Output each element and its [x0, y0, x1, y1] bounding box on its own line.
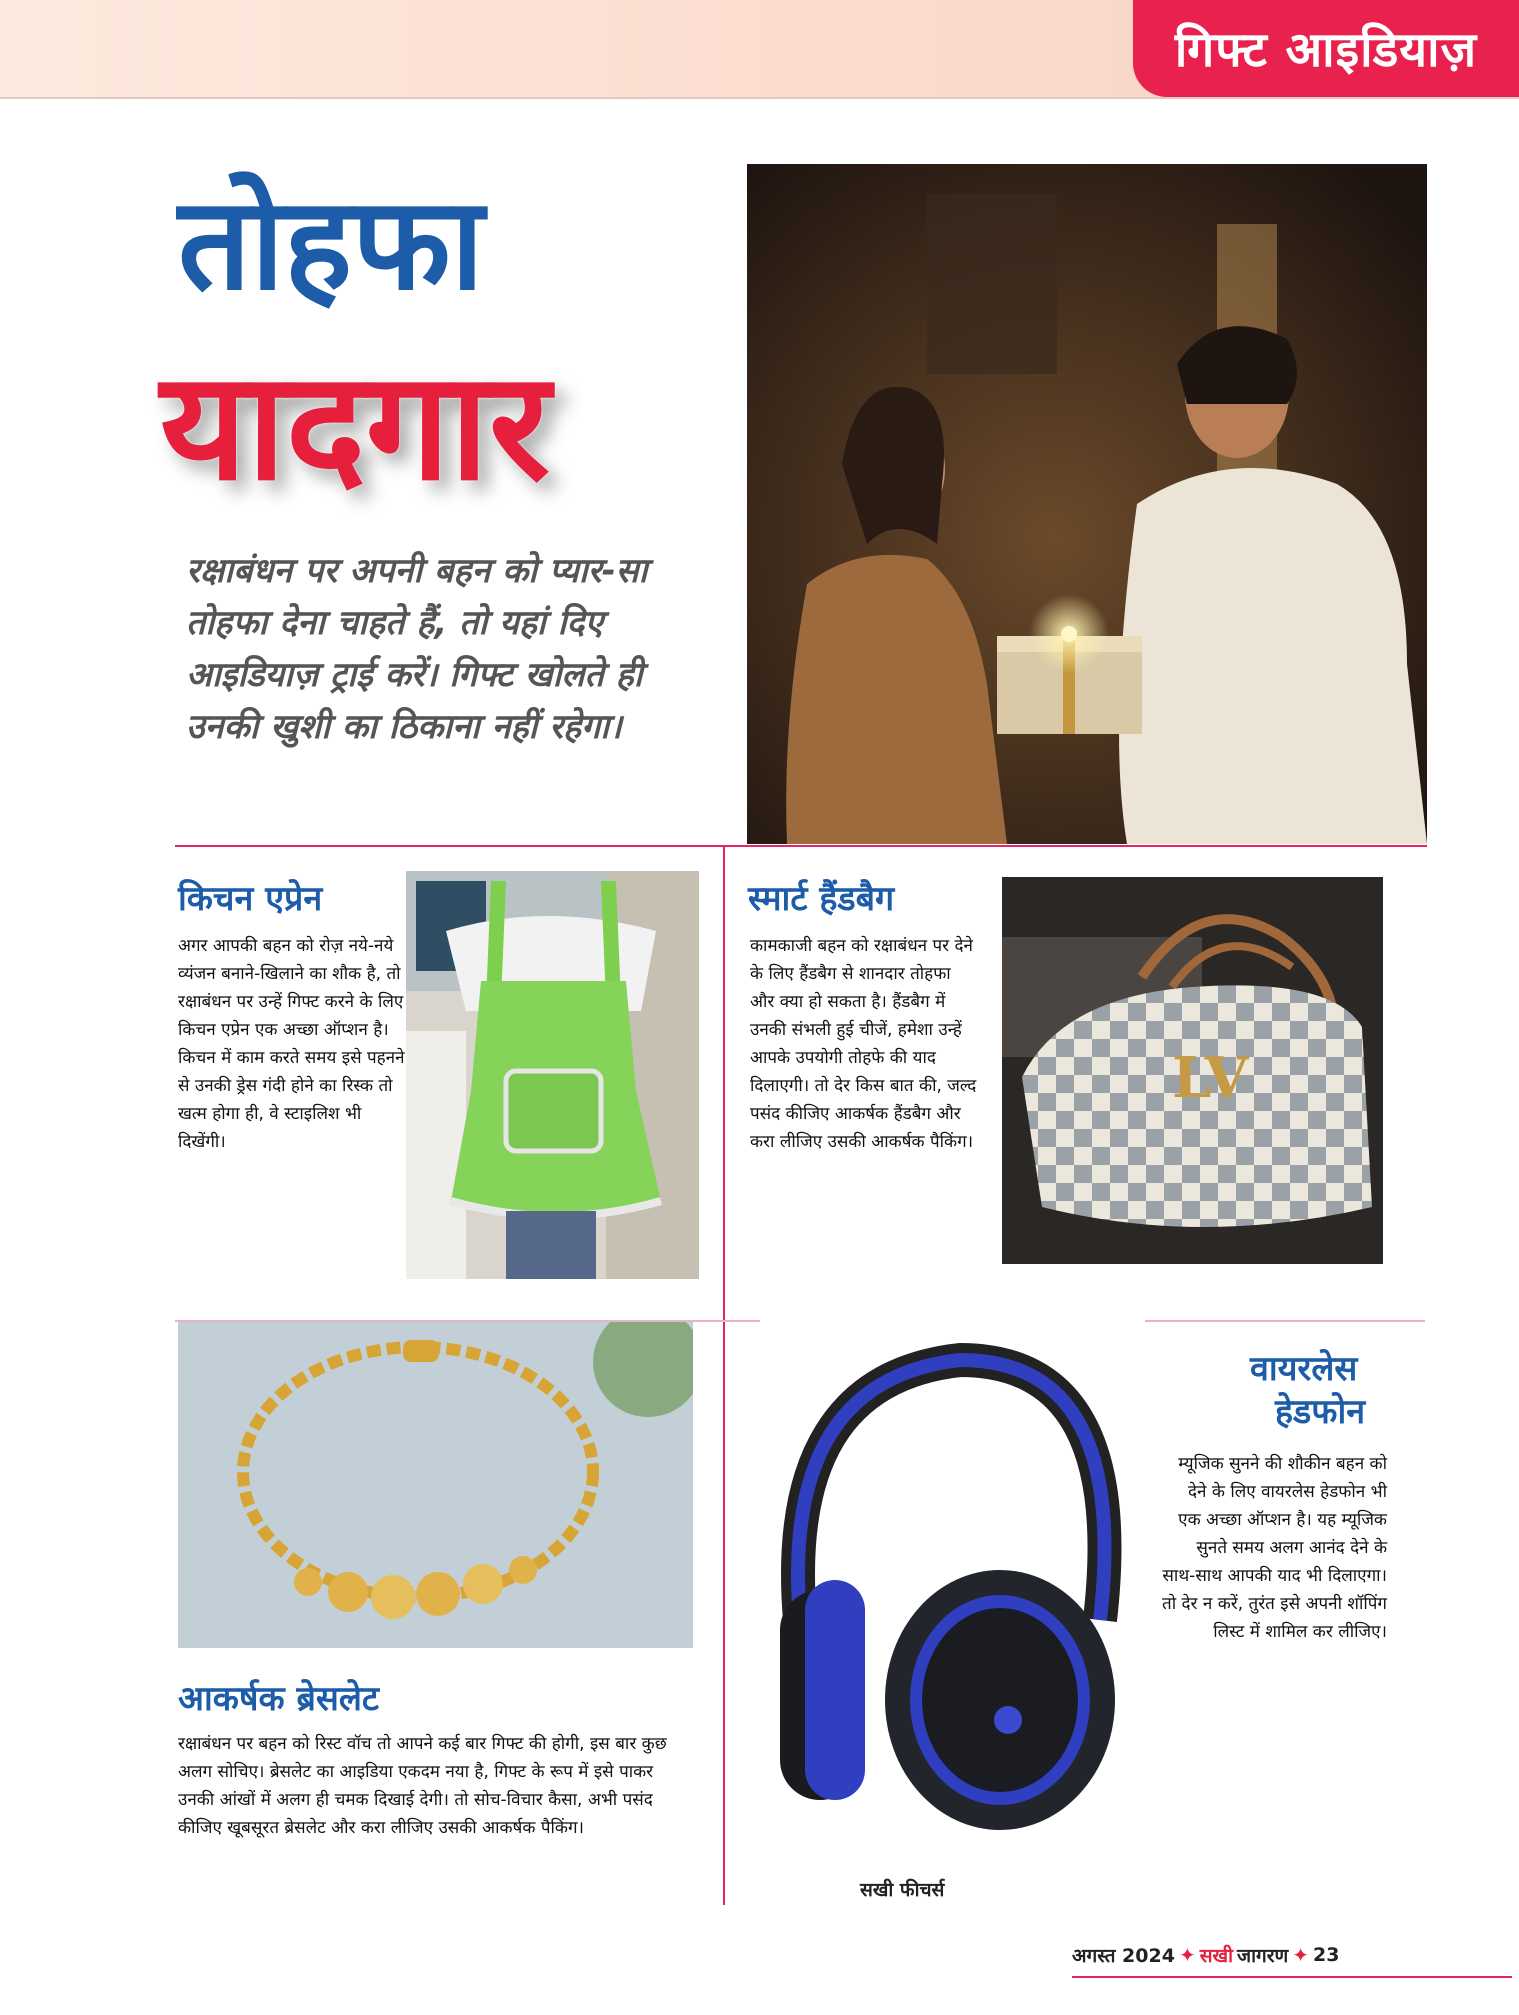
couple-gift-photo [747, 164, 1427, 844]
item-title-apron: किचन एप्रेन [178, 879, 323, 919]
handbag-photo [1002, 877, 1383, 1264]
apron-photo [406, 871, 699, 1279]
page-number: 23 [1313, 1944, 1340, 1966]
footer-month-year: अगस्त 2024 [1072, 1945, 1175, 1967]
page-footer [1072, 1942, 1339, 1968]
section-tab: गिफ्ट आइडियाज़ [1133, 0, 1519, 97]
item-title-headphones-line2: हेडफोन [1275, 1392, 1366, 1432]
svg-text:LV: LV [1172, 1045, 1249, 1111]
item-title-headphones-line1: वायरलेस [1250, 1349, 1358, 1389]
footer-rule [1072, 1976, 1512, 1978]
item-text-handbag: कामकाजी बहन को रक्षाबंधन पर देने के लिए हैंडबैग से शानदार तोहफा और क्या हो सकता है। हैंडबैग में उनकी संभली हुई चीजें, हमेशा उन्हें आपके उपयोगी तोहफे की याद दिलाएगी। तो देर किस बात की, जल्द पसंद कीजिए आकर्षक हैंडबैग और करा लीजिए उसकी आकर्षक पैकिंग। [750, 936, 977, 1152]
item-text-bracelet: रक्षाबंधन पर बहन को रिस्ट वॉच तो आपने कई बार गिफ्ट की होगी, इस बार कुछ अलग सोचिए। ब्रेसलेट का आइडिया एकदम नया है, गिफ्ट के रूप में इसे पाकर उनकी आंखों में अलग ही चमक दिखाई देगी। तो सोच-विचार कैसा, अभी पसंद कीजिए खूबसूरत ब्रेसलेट और करा लीजिए उसकी आकर्षक पैकिंग। [178, 1734, 667, 1838]
bracelet-photo [178, 1322, 693, 1648]
page-title-line1: तोहफा [178, 170, 484, 319]
intro-text: रक्षाबंधन पर अपनी बहन को प्यार-सा तोहफा देना चाहते हैं, तो यहां दिए आइडियाज़ ट्राई करें। गिफ्ट खोलते ही उनकी खुशी का ठिकाना नहीं रहेगा। [186, 551, 648, 747]
divider-top [175, 845, 1427, 847]
item-text-headphones: म्यूजिक सुनने की शौकीन बहन को देने के लिए वायरलेस हेडफोन भी एक अच्छा ऑप्शन है। यह म्यूजिक सुनते समय अलग आनंद देने के साथ-साथ आपकी याद भी दिलाएगा। तो देर न करें, तुरंत इसे अपनी शॉपिंग लिस्ट में शामिल कर लीजिए। [1162, 1454, 1387, 1642]
footer-brand-a: सखी [1199, 1945, 1234, 1967]
star-icon: ✦ [1292, 1943, 1310, 1967]
item-text-apron: अगर आपकी बहन को रोज़ नये-नये व्यंजन बनाने-खिलाने का शौक है, तो रक्षाबंधन पर उन्हें गिफ्ट करने के लिए किचन एप्रेन एक अच्छा ऑप्शन है। किचन में काम करते समय इसे पहनने से उनकी ड्रेस गंदी होने का रिस्क तो खत्म होगा ही, वे स्टाइलिश भी दिखेंगी। [178, 936, 405, 1152]
divider-vertical [723, 845, 725, 1905]
page-title-line2: यादगार [160, 340, 551, 514]
item-title-bracelet: आकर्षक ब्रेसलेट [178, 1679, 380, 1719]
footer-brand-b: जागरण [1237, 1945, 1289, 1967]
star-icon: ✦ [1178, 1943, 1196, 1967]
photo-credit: सखी फीचर्स [860, 1879, 945, 1901]
item-title-handbag: स्मार्ट हैंडबैग [748, 879, 895, 919]
headphones-photo [760, 1320, 1145, 1845]
